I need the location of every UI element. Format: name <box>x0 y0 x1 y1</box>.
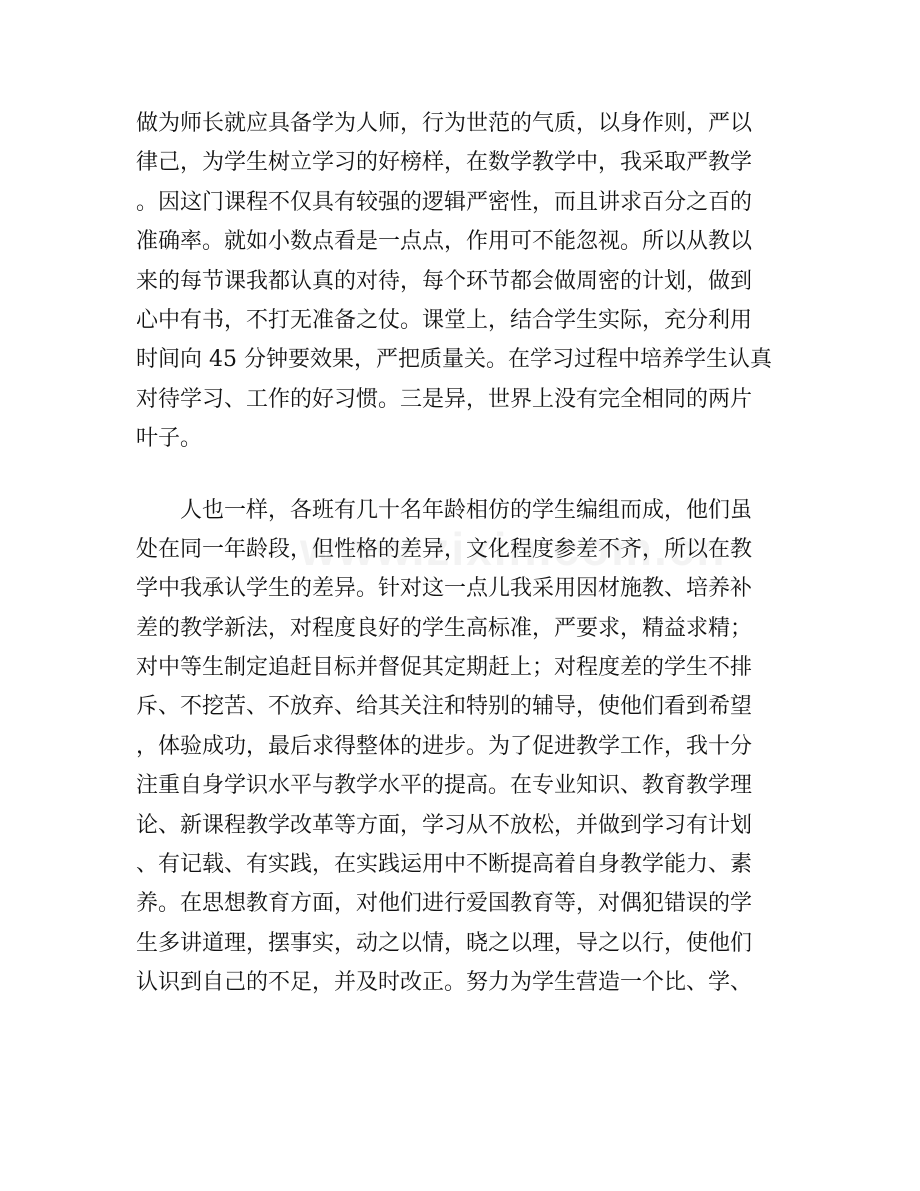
text-line: 对待学习、工作的好习惯。三是异，世界上没有完全相同的两片 <box>136 386 753 412</box>
text-line: 做为师长就应具备学为人师，行为世范的气质，以身作则，严以 <box>136 111 753 136</box>
text-line: 。因这门课程不仅具有较强的逻辑严密性，而且讲求百分之百的 <box>136 189 753 215</box>
text-line: 差的教学新法，对程度良好的学生高标准，严要求，精益求精； <box>136 615 753 641</box>
text-line: 斥、不挖苦、不放弃、给其关注和特别的辅导，使他们看到希望 <box>136 694 753 720</box>
text-line: 论、新课程教学改革等方面，学习从不放松，并做到学习有计划 <box>136 812 753 838</box>
text-line: 处在同一年龄段，但性格的差异，文化程度参差不齐，所以在教 <box>136 536 753 562</box>
text-line: 时间向 45 分钟要效果，严把质量关。在学习过程中培养学生认真 <box>136 347 772 373</box>
text-line: 学中我承认学生的差异。针对这一点儿我采用因材施教、培养补 <box>136 576 753 602</box>
text-line: 认识到自己的不足，并及时改正。努力为学生营造一个比、学、 <box>136 970 753 996</box>
text-line: 注重自身学识水平与教学水平的提高。在专业知识、教育教学理 <box>136 773 753 799</box>
text-line: 心中有书，不打无准备之仗。课堂上，结合学生实际，充分利用 <box>136 307 753 333</box>
text-line: ，体验成功，最后求得整体的进步。为了促进教学工作，我十分 <box>136 733 753 759</box>
paragraph-2 <box>136 491 786 1003</box>
text-line: 律己，为学生树立学习的好榜样，在数学教学中，我采取严教学 <box>136 150 753 176</box>
document-body <box>136 104 786 1003</box>
text-line: 叶子。 <box>136 426 203 452</box>
text-line: 、有记载、有实践，在实践运用中不断提高着自身教学能力、素 <box>136 852 753 878</box>
text-line-indented: 人也一样，各班有几十名年龄相仿的学生编组而成，他们虽 <box>180 497 753 523</box>
text-line: 养。在思想教育方面，对他们进行爱国教育等，对偶犯错误的学 <box>136 891 753 917</box>
text-line: 生多讲道理，摆事实，动之以情，晓之以理，导之以行，使他们 <box>136 930 753 956</box>
text-line: 准确率。就如小数点看是一点点，作用可不能忽视。所以从教以 <box>136 229 753 255</box>
text-line: 来的每节课我都认真的对待，每个环节都会做周密的计划，做到 <box>136 268 753 294</box>
paragraph-1 <box>136 104 786 459</box>
paragraph-spacer <box>136 459 786 491</box>
text-line: 对中等生制定追赶目标并督促其定期赶上；对程度差的学生不排 <box>136 655 753 681</box>
